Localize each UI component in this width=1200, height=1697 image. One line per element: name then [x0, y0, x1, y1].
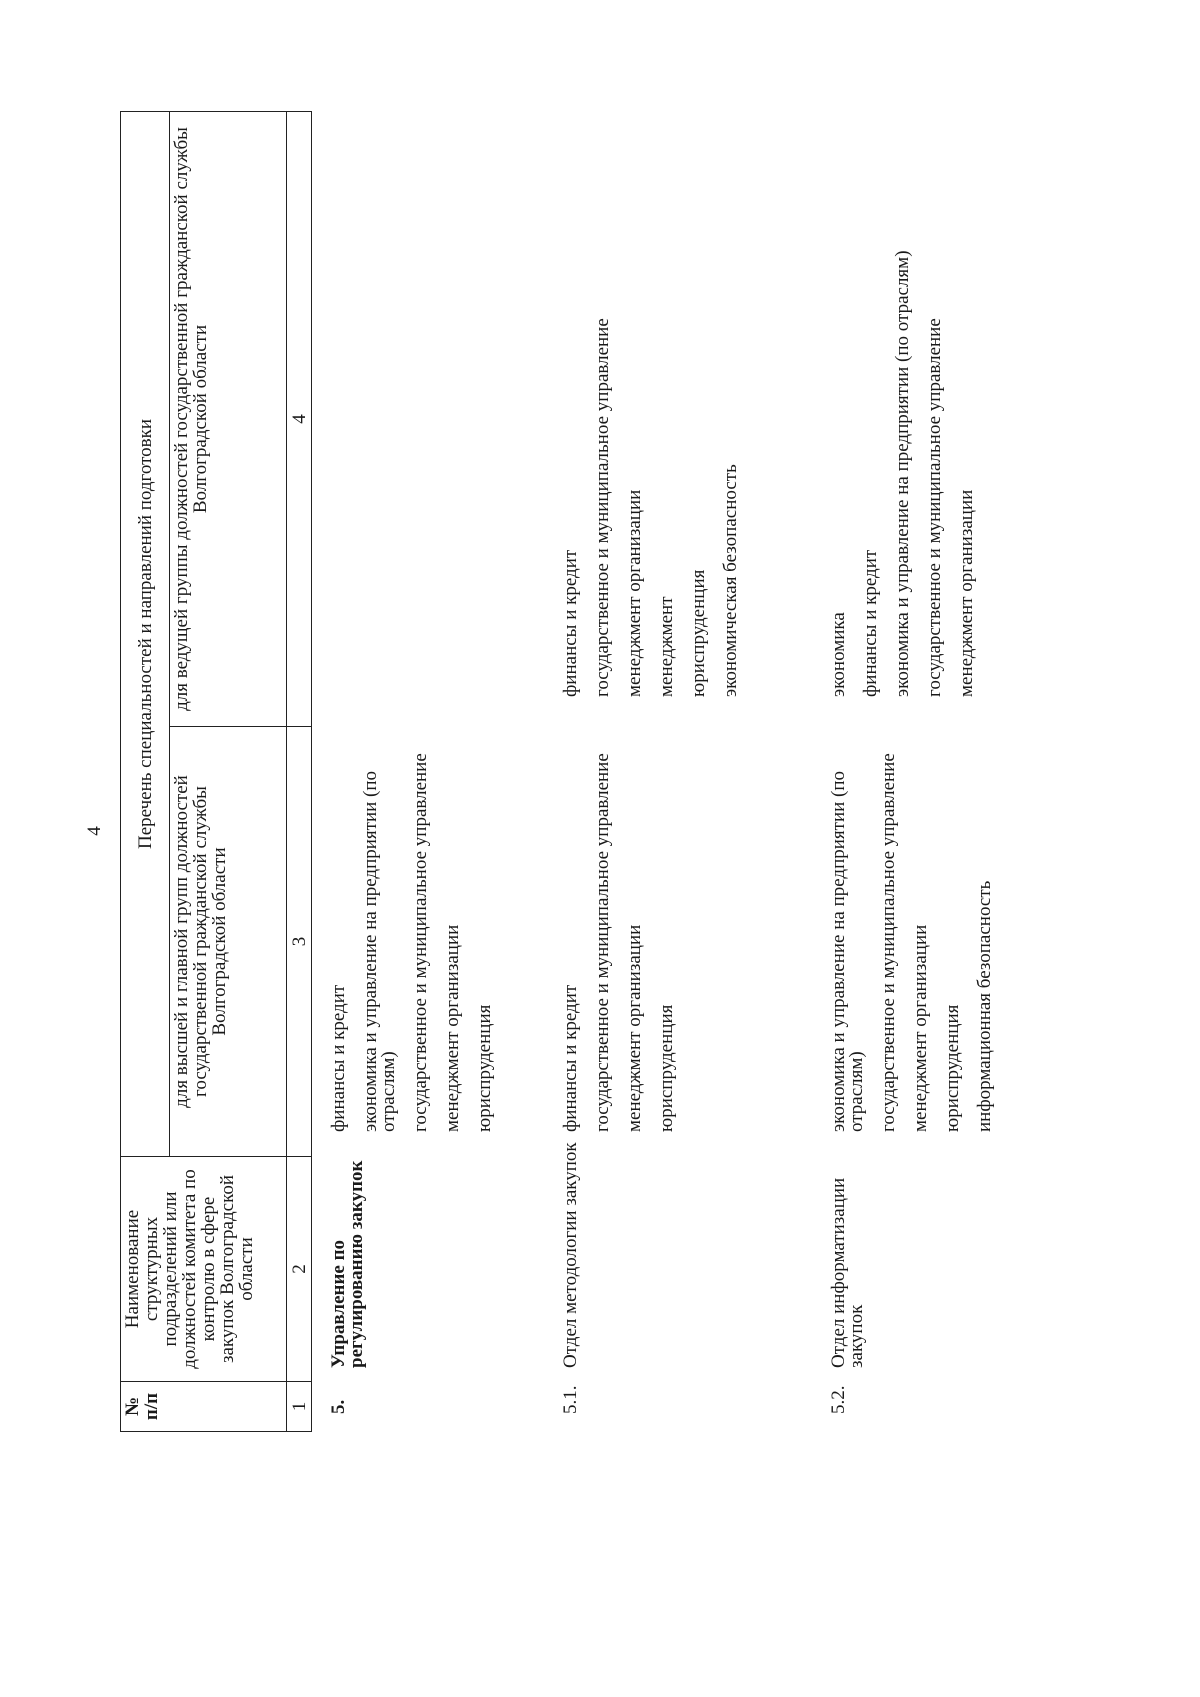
- list-item: государственное и муниципальное управление: [924, 318, 946, 697]
- list-item: финансы и кредит: [560, 984, 581, 1132]
- rotated-table-sheet: [120, 112, 996, 1432]
- list-item: государственное и муниципальное управление: [592, 318, 614, 697]
- list-item: экономика и управление на предприятии (по отраслям): [828, 770, 868, 1132]
- header-num-2: 2: [287, 1157, 312, 1382]
- section-col4-list: [562, 127, 754, 697]
- list-item: менеджмент организации: [624, 924, 646, 1132]
- list-item: юриспруденция: [656, 1004, 678, 1132]
- section-col3-list: [830, 712, 1008, 1132]
- header-merged: Перечень специальностей и направлений подготовки: [121, 111, 170, 1156]
- header-table: [120, 111, 312, 1432]
- header-col3: для высшей и главной групп должностей государственной гражданской службы Волгоградской области: [170, 727, 287, 1157]
- section-name: Отдел информатизации закупок: [828, 1177, 868, 1368]
- section-col3-list: [562, 712, 690, 1132]
- section-col4-list: [830, 127, 990, 697]
- section-number: 5.2.: [828, 1385, 849, 1414]
- page-number: 4: [84, 826, 105, 836]
- list-item: менеджмент организации: [442, 924, 464, 1132]
- list-item: менеджмент организации: [956, 489, 978, 697]
- list-item: государственное и муниципальное управление: [878, 753, 900, 1132]
- list-item: экономика и управление на предприятии (по отраслям): [360, 770, 400, 1132]
- list-item: менеджмент: [656, 596, 678, 697]
- list-item: финансы и кредит: [328, 984, 349, 1132]
- section-name: Отдел методологии закупок: [560, 1142, 581, 1368]
- list-item: финансы и кредит: [560, 549, 581, 697]
- header-col1: № п/п: [121, 1382, 287, 1432]
- header-col2: Наименование структурных подразделений или должностей комитета по контролю в сфере закупок Волгоградской области: [121, 1157, 287, 1382]
- header-num-1: 1: [287, 1382, 312, 1432]
- section-col3-list: [330, 712, 508, 1132]
- list-item: экономика и управление на предприятии (по отраслям): [892, 250, 914, 697]
- list-item: государственное и муниципальное управление: [592, 753, 614, 1132]
- header-num-4: 4: [287, 111, 312, 726]
- list-item: финансы и кредит: [860, 549, 882, 697]
- list-item: менеджмент организации: [910, 924, 932, 1132]
- header-col4: для ведущей группы должностей государственной гражданской службы Волгоградской области: [170, 111, 287, 726]
- list-item: юриспруденция: [474, 1004, 496, 1132]
- list-item: экономика: [828, 612, 849, 697]
- section-number: 5.: [328, 1399, 349, 1414]
- list-item: юриспруденция: [942, 1004, 964, 1132]
- list-item: менеджмент организации: [624, 489, 646, 697]
- list-item: юриспруденция: [688, 569, 710, 697]
- list-item: информационная безопасность: [974, 880, 996, 1132]
- list-item: государственное и муниципальное управление: [410, 753, 432, 1132]
- section-name: Управление по регулированию закупок: [328, 1160, 368, 1368]
- list-item: экономическая безопасность: [720, 464, 742, 697]
- header-num-3: 3: [287, 727, 312, 1157]
- section-number: 5.1.: [560, 1385, 581, 1414]
